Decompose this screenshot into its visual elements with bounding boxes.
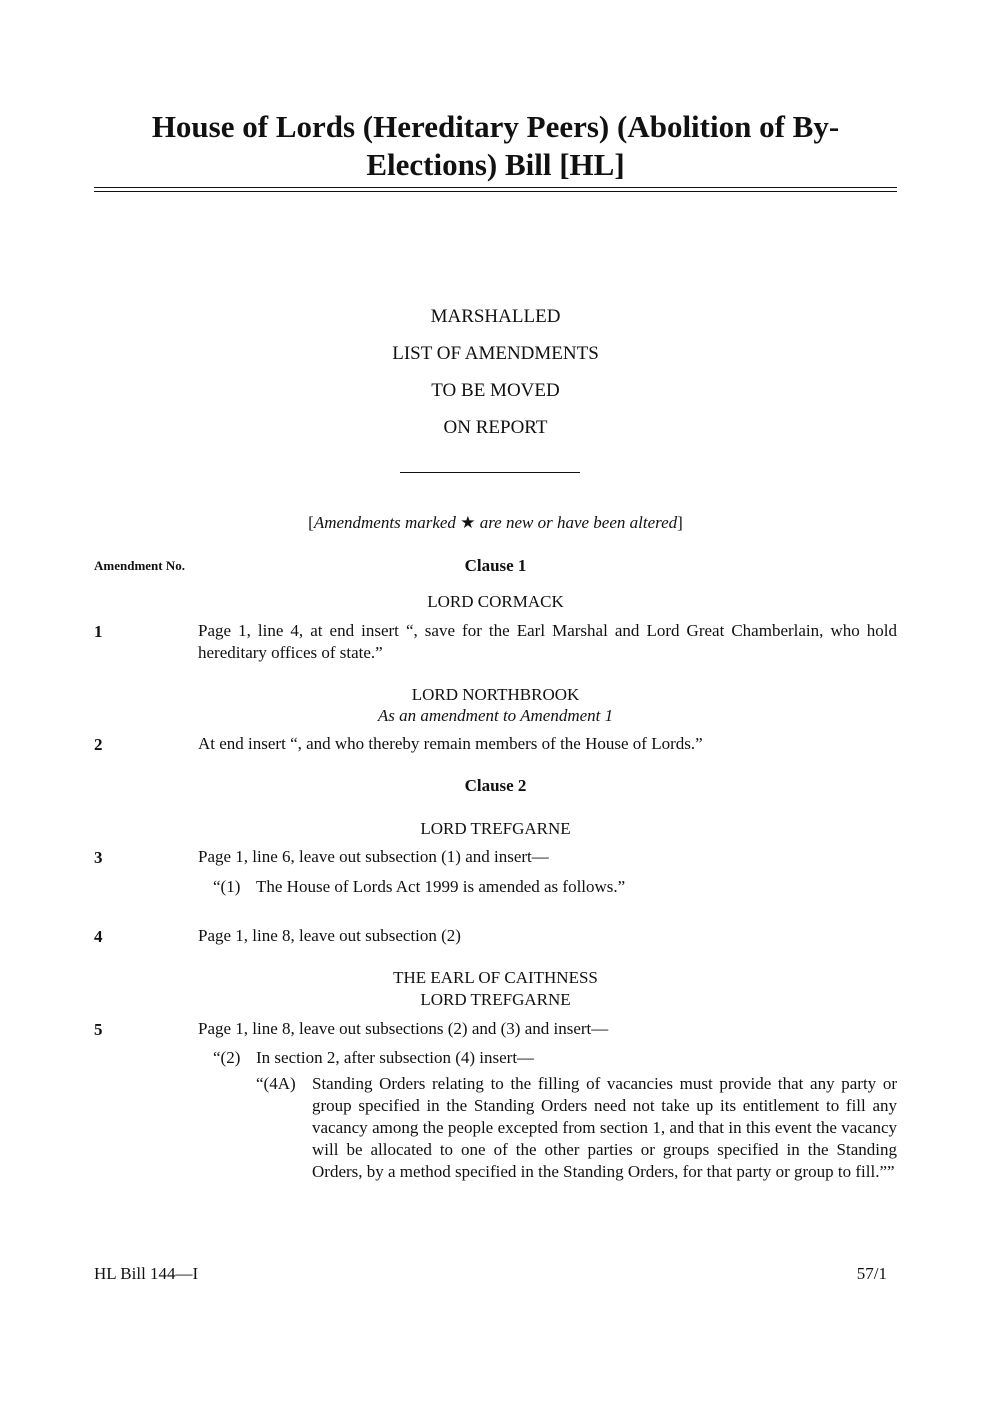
mover-lord-cormack: LORD CORMACK (427, 592, 564, 611)
amendment-to-amendment-note: As an amendment to Amendment 1 (377, 706, 614, 725)
amendment-number-4: 4 (94, 927, 103, 946)
amendment-text-3: Page 1, line 6, leave out subsection (1) and insert— (198, 847, 549, 866)
mover-earl-of-caithness: THE EARL OF CAITHNESS (393, 968, 598, 987)
amendment-3-sub-text: The House of Lords Act 1999 is amended as follows.” (256, 877, 626, 896)
amendment-text-2: At end insert “, and who thereby remain members of the House of Lords.” (198, 734, 703, 753)
heading-divider (400, 472, 580, 473)
amendment-5-sub-text: In section 2, after subsection (4) insert— (256, 1048, 535, 1067)
amendment-number-3: 3 (94, 848, 103, 867)
title-rule-bottom (94, 191, 897, 192)
amendment-text-1: Page 1, line 4, at end insert “, save for the Earl Marshal and Lord Great Chamberlain, who hold hereditary offices of state.” (198, 621, 897, 662)
amendment-text-4: Page 1, line 8, leave out subsection (2) (198, 926, 461, 945)
star-icon: ★ (460, 513, 476, 532)
amendment-number-5: 5 (94, 1020, 103, 1039)
amendments-note: [Amendments marked ★ are new or have been altered] (308, 513, 683, 532)
amendment-text-5: Page 1, line 8, leave out subsections (2) and (3) and insert— (198, 1019, 609, 1038)
amendment-number-2: 2 (94, 735, 103, 754)
mover-lord-northbrook: LORD NORTHBROOK (411, 685, 580, 704)
bill-title-line2: Elections) Bill [HL] (366, 147, 625, 182)
heading-line-1: MARSHALLED (430, 306, 561, 327)
bill-title-line1: House of Lords (Hereditary Peers) (Abolition of By- (151, 109, 840, 144)
clause-2-heading: Clause 2 (464, 776, 527, 795)
amendment-number-header: Amendment No. (94, 558, 185, 573)
amendment-5-subsub-label: “(4A) (256, 1074, 296, 1093)
amendment-number-1: 1 (94, 622, 103, 641)
amendment-5-sub-label: “(2) (213, 1048, 241, 1067)
title-rule-top (94, 187, 897, 188)
amendment-5-subsub-text: Standing Orders relating to the filling of vacancies must provide that any party or group specified in the Standing Orders need not take up its entitlement to fill any vacancy among the people excepted from section 1, and that in this event the vacancy will be allocated to one of the other parties or groups specified in the Standing Orders, by a method specified in the Standing Orders, for that party or group to fill.”” (312, 1074, 897, 1181)
clause-1-heading: Clause 1 (464, 556, 527, 575)
heading-line-3: TO BE MOVED (431, 380, 560, 401)
bill-title (94, 108, 897, 184)
heading-line-2: LIST OF AMENDMENTS (392, 343, 599, 364)
mover-lord-trefgarne-2: LORD TREFGARNE (420, 990, 571, 1009)
heading-line-4: ON REPORT (443, 417, 548, 438)
amendment-3-sub-label: “(1) (213, 877, 241, 896)
footer-page-reference: 57/1 (856, 1264, 887, 1283)
mover-lord-trefgarne: LORD TREFGARNE (420, 819, 571, 838)
footer-bill-reference: HL Bill 144—I (94, 1264, 199, 1283)
